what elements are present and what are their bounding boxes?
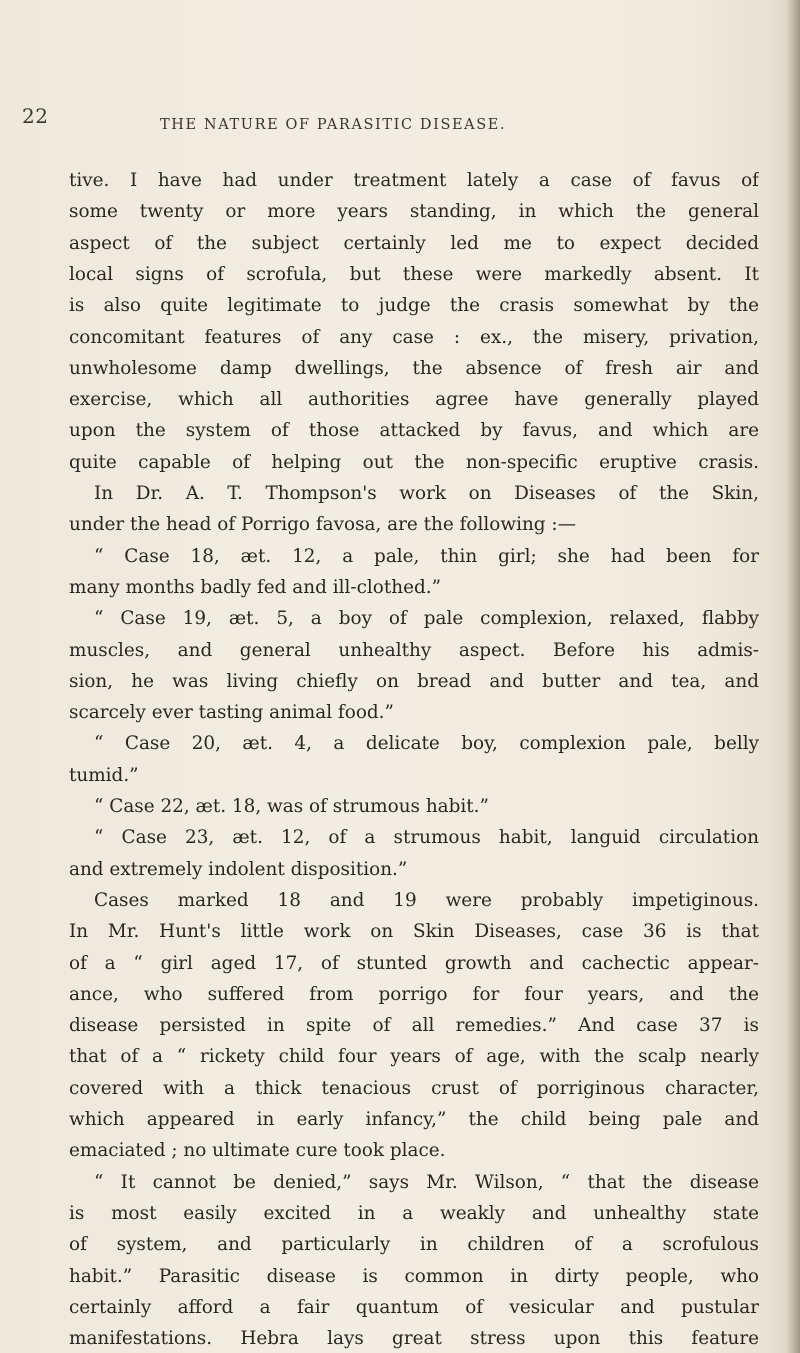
text-line: aspect of the subject certainly led me to expect decided xyxy=(69,232,759,254)
text-line: habit.” Parasitic disease is common in dirty people, who xyxy=(69,1265,759,1287)
text-line: local signs of scrofula, but these were markedly absent. It xyxy=(69,263,759,285)
text-line: of a “ girl aged 17, of stunted growth and cachectic appear- xyxy=(69,952,759,974)
text-line: some twenty or more years standing, in which the general xyxy=(69,201,759,223)
text-line: tive. I have had under treatment lately a case of favus of xyxy=(69,170,759,191)
text-line: is also quite legitimate to judge the crasis somewhat by the xyxy=(69,295,759,317)
text-line: In Mr. Hunt's little work on Skin Diseases, case 36 is that xyxy=(69,921,759,943)
running-head: THE NATURE OF PARASITIC DISEASE. xyxy=(160,117,507,133)
text-line: covered with a thick tenacious crust of porriginous character, xyxy=(69,1077,759,1099)
text-line: Cases marked 18 and 19 were probably impetiginous. xyxy=(94,889,759,911)
text-line: “ Case 18, æt. 12, a pale, thin girl; she had been for xyxy=(94,545,759,567)
text-line: “ Case 22, æt. 18, was of strumous habit.” xyxy=(94,796,489,817)
text-line: sion, he was living chiefly on bread and butter and tea, and xyxy=(69,670,759,692)
text-line: of system, and particularly in children of a scrofulous xyxy=(69,1234,759,1256)
text-line: many months badly fed and ill-clothed.” xyxy=(69,576,441,598)
text-line: disease persisted in spite of all remedies.” And case 37 is xyxy=(69,1015,759,1037)
text-line: is most easily excited in a weakly and unhealthy state xyxy=(69,1202,759,1224)
text-line: under the head of Porrigo favosa, are the following :— xyxy=(69,514,576,536)
text-line: muscles, and general unhealthy aspect. Before his admis- xyxy=(69,639,759,661)
text-line: “ It cannot be denied,” says Mr. Wilson, “ that the disease xyxy=(94,1171,759,1193)
text-line: “ Case 23, æt. 12, of a strumous habit, languid circulation xyxy=(94,827,759,849)
text-line: and extremely indolent disposition.” xyxy=(69,858,408,880)
text-line: In Dr. A. T. Thompson's work on Diseases of the Skin, xyxy=(94,483,759,504)
text-line: emaciated ; no ultimate cure took place. xyxy=(69,1140,446,1162)
text-line: quite capable of helping out the non-specific eruptive crasis. xyxy=(69,451,759,473)
page-number: 22 xyxy=(22,104,49,128)
text-line: concomitant features of any case : ex., the misery, privation, xyxy=(69,326,759,348)
text-line: scarcely ever tasting animal food.” xyxy=(69,702,394,724)
text-line: tumid.” xyxy=(69,764,139,786)
text-line: ance, who suffered from porrigo for four years, and the xyxy=(69,983,759,1005)
text-line: “ Case 20, æt. 4, a delicate boy, complexion pale, belly xyxy=(94,733,759,755)
text-line: that of a “ rickety child four years of age, with the scalp nearly xyxy=(69,1046,759,1068)
text-line: certainly afford a fair quantum of vesicular and pustular xyxy=(69,1296,759,1318)
page-edge-shadow xyxy=(786,0,800,1353)
text-line: manifestations. Hebra lays great stress upon this feature xyxy=(69,1328,759,1350)
text-line: upon the system of those attacked by favus, and which are xyxy=(69,420,759,442)
text-line: “ Case 19, æt. 5, a boy of pale complexion, relaxed, flabby xyxy=(94,608,759,630)
text-line: which appeared in early infancy,” the child being pale and xyxy=(69,1109,759,1130)
text-line: exercise, which all authorities agree have generally played xyxy=(69,389,759,411)
text-line: unwholesome damp dwellings, the absence of fresh air and xyxy=(69,357,759,379)
